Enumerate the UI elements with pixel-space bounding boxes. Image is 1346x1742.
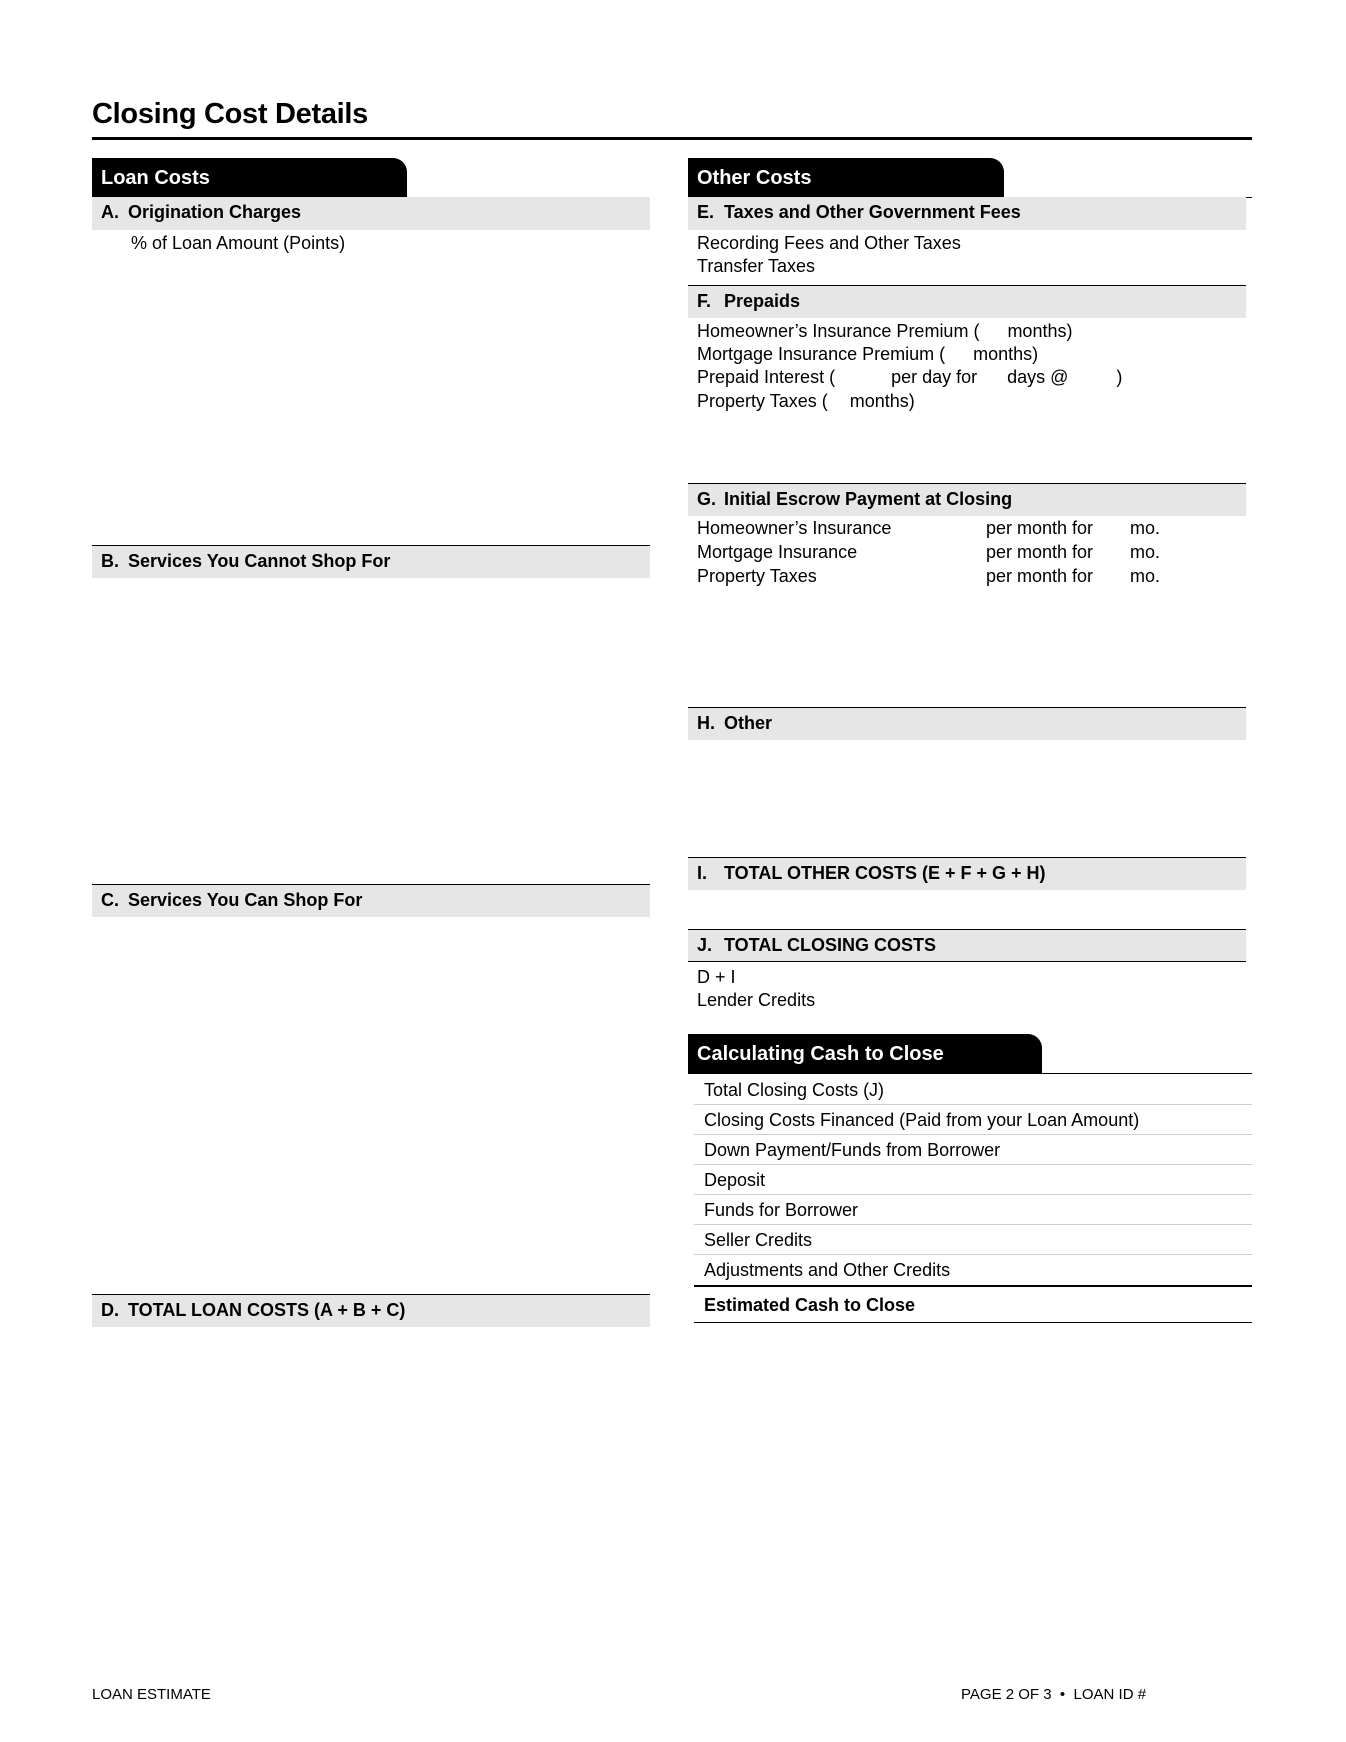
cash-row-deposit: Deposit [694,1165,1252,1195]
cash-row-seller-credits: Seller Credits [694,1225,1252,1255]
footer-right: PAGE 2 OF 3 • LOAN ID # [961,1686,1147,1703]
per-day: per day for [891,367,978,387]
property-taxes-line [697,390,915,413]
section-title: Other [724,713,773,733]
section-b-cannot-shop [92,545,650,578]
unit: months) [1007,321,1073,341]
unit: months) [973,344,1039,364]
days: days @ [1007,367,1069,387]
unit: months) [849,391,915,411]
section-title: Prepaids [724,291,801,311]
section-j-total-closing [688,929,1246,962]
escrow-row [697,517,891,540]
escrow-label: Mortgage Insurance [697,542,858,562]
section-letter: J. [697,935,713,955]
section-letter: A. [101,202,119,222]
escrow-label: Property Taxes [697,566,817,586]
section-title: Initial Escrow Payment at Closing [724,489,1013,509]
escrow-mo: mo. [1130,566,1161,586]
cash-row-adjustments: Adjustments and Other Credits [704,1260,951,1280]
section-h-other [688,707,1246,740]
escrow-mo: mo. [1130,518,1161,538]
points-line: % of Loan Amount (Points) [131,233,346,253]
recording-fees-line: Recording Fees and Other Taxes [697,233,961,253]
section-title: Taxes and Other Government Fees [724,202,1021,222]
section-title: TOTAL OTHER COSTS (E + F + G + H) [724,863,1046,883]
section-g-escrow [688,483,1246,516]
cash-row-funds-for-borrower: Funds for Borrower [694,1195,1252,1225]
section-title: Origination Charges [128,202,302,222]
prepaid-interest-line [697,366,1122,389]
section-letter: B. [101,551,119,571]
cash-to-close-tab: Calculating Cash to Close [688,1034,1042,1074]
cash-row-down-payment: Down Payment/Funds from Borrower [694,1135,1252,1165]
title-rule [92,137,1252,140]
label: Property Taxes ( [697,391,828,411]
label: Homeowner’s Insurance Premium ( [697,321,980,341]
footer-left: LOAN ESTIMATE [92,1686,211,1703]
section-title: TOTAL LOAN COSTS (A + B + C) [128,1300,406,1320]
transfer-taxes-line: Transfer Taxes [697,256,816,276]
lender-credits-line: Lender Credits [697,990,816,1010]
escrow-per: per month for [986,566,1094,586]
escrow-row [697,541,857,564]
section-letter: I. [697,863,708,883]
section-d-total-loan-costs [92,1294,650,1327]
homeowners-premium-line [697,320,1072,343]
other-costs-tab: Other Costs [688,158,1004,198]
section-letter: C. [101,890,119,910]
close-paren: ) [1116,367,1123,387]
section-letter: H. [697,713,715,733]
escrow-per: per month for [986,518,1094,538]
section-f-prepaids [688,285,1246,318]
escrow-label: Homeowner’s Insurance [697,518,892,538]
section-title: Services You Can Shop For [128,890,363,910]
escrow-per: per month for [986,542,1094,562]
label: Mortgage Insurance Premium ( [697,344,946,364]
section-title: Services You Cannot Shop For [128,551,391,571]
loan-costs-tab: Loan Costs [92,158,407,198]
cash-to-close-rule [688,1073,1252,1074]
section-c-can-shop [92,884,650,917]
section-letter: E. [697,202,715,222]
cash-row-estimated-cash: Estimated Cash to Close [694,1285,1252,1323]
cash-row-financed: Closing Costs Financed (Paid from your Loan Amount) [694,1105,1252,1135]
section-letter: G. [697,489,717,509]
label: Prepaid Interest ( [697,367,836,387]
section-letter: D. [101,1300,119,1320]
escrow-row [697,565,817,588]
section-title: TOTAL CLOSING COSTS [724,935,937,955]
mortgage-premium-line [697,343,1038,366]
escrow-mo: mo. [1130,542,1161,562]
section-e-taxes [688,197,1246,230]
page-title: Closing Cost Details [92,98,368,130]
section-a-origination [92,197,650,230]
d-plus-i-line: D + I [697,967,736,987]
section-letter: F. [697,291,712,311]
cash-row-total-closing: Total Closing Costs (J) [694,1075,1252,1105]
section-i-total-other [688,857,1246,890]
